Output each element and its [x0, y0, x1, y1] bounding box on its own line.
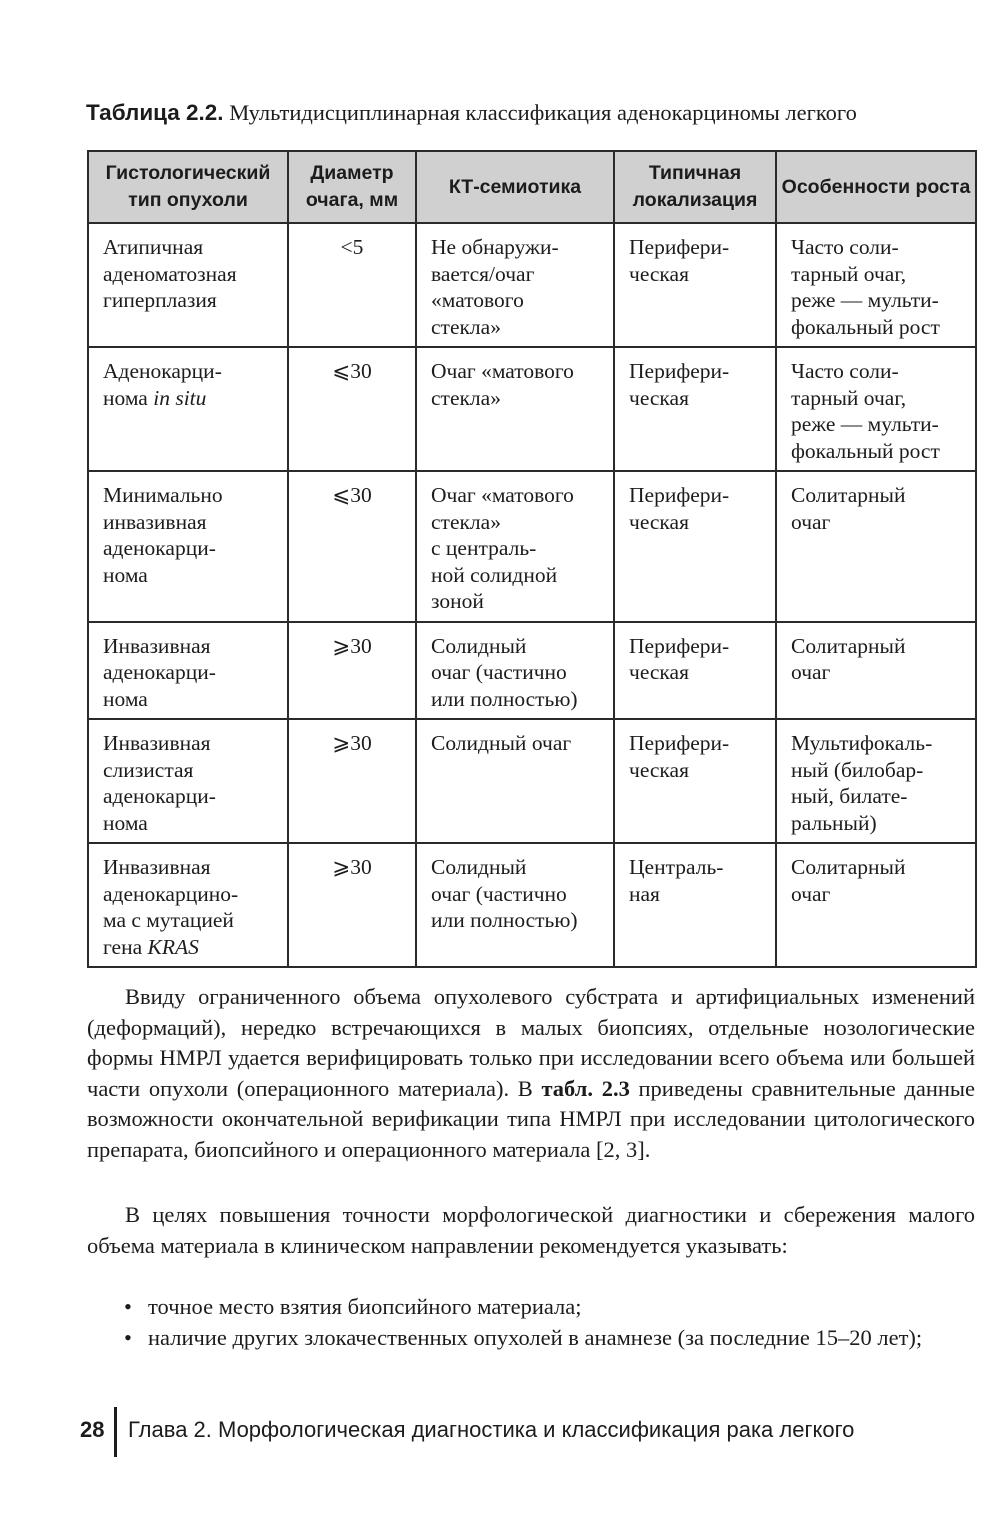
table-cell: Централь- ная — [614, 843, 776, 967]
table-cell: Солитарный очаг — [776, 622, 976, 720]
table-cell: ⩽30 — [288, 347, 416, 471]
column-header: Гистологический тип опухоли — [88, 151, 288, 223]
running-chapter-title: Глава 2. Морфологическая диагностика и классификация рака легкого — [128, 1417, 855, 1442]
table-row — [88, 843, 976, 967]
table-label: Таблица 2.2. — [86, 100, 224, 125]
table-cell: Инвазивная аденокарцино- ма с мутацией гена KRAS — [88, 843, 288, 967]
column-header: Типичная локализация — [614, 151, 776, 223]
table-cell: ⩾30 — [288, 622, 416, 720]
table-cell: Солидный очаг (частично или полностью) — [416, 843, 614, 967]
paragraph-text: приведены сравнительные данные возможности окончательной верификации типа НМРЛ при исследовании цитологического препарата, биопсийного и операционного материала [2, 3]. — [87, 1075, 976, 1162]
table-cell: Солидный очаг — [416, 719, 614, 843]
table-row — [88, 719, 976, 843]
table-cell: Аденокарци- нома in situ — [88, 347, 288, 471]
table-cell: Перифери- ческая — [614, 223, 776, 347]
table-cell: Инвазивная аденокарци- нома — [88, 622, 288, 720]
body-paragraph — [87, 982, 975, 1165]
table-row — [88, 223, 976, 347]
page-number: 28 — [80, 1417, 105, 1442]
table-cell: ⩾30 — [288, 719, 416, 843]
paragraph-text: Ввиду ограниченного объема опухолевого субстрата и артифициальных изменений (деформаций), нередко встречающихся в малых биопсиях, отдельные нозологические формы НМРЛ удается верифицировать только при исследовании всего объема или большей части опухоли (операционного материала). В — [87, 984, 975, 1101]
body-paragraph: В целях повышения точности морфологической диагностики и сбережения малого объема материала в клиническом направлении рекомендуется указывать: — [87, 1202, 975, 1258]
table-cell: Инвазивная слизистая аденокарци- нома — [88, 719, 288, 843]
table-row — [88, 471, 976, 622]
table-cell: <5 — [288, 223, 416, 347]
table-cell: Минимально инвазивная аденокарци- нома — [88, 471, 288, 622]
table-row — [88, 347, 976, 471]
table-cell: Перифери- ческая — [614, 347, 776, 471]
list-item — [124, 1323, 976, 1354]
bullet-icon: • — [124, 1294, 132, 1319]
table-header-row — [88, 151, 976, 223]
table-cell: Атипичная аденоматозная гиперплазия — [88, 223, 288, 347]
table-cell: Часто соли- тарный очаг, реже — мульти- фокальный рост — [776, 347, 976, 471]
list-item-text: точное место взятия биопсийного материала; — [148, 1294, 582, 1319]
bullet-icon: • — [124, 1325, 132, 1350]
column-header: Особенности роста — [776, 151, 976, 223]
column-header: КТ-семиотика — [416, 151, 614, 223]
table-cell: Перифери- ческая — [614, 719, 776, 843]
footer-divider — [114, 1407, 117, 1457]
table-cell: Очаг «матового стекла» — [416, 347, 614, 471]
table-cell: Солитарный очаг — [776, 843, 976, 967]
table-reference-link: табл. 2.3 — [541, 1075, 630, 1101]
table-cell: Не обнаружи- вается/очаг «матового стекла» — [416, 223, 614, 347]
table-cell: Мультифокаль- ный (билобар- ный, билате- ральный) — [776, 719, 976, 843]
table-title: Мультидисциплинарная классификация аденокарциномы легкого — [229, 100, 857, 125]
list-item-text: наличие других злокачественных опухолей в анамнезе (за последние 15–20 лет); — [148, 1325, 923, 1350]
table-cell: Солидный очаг (частично или полностью) — [416, 622, 614, 720]
table-caption — [86, 98, 986, 128]
table-cell: Часто соли- тарный очаг, реже — мульти- фокальный рост — [776, 223, 976, 347]
table-row — [88, 622, 976, 720]
page-footer — [80, 1407, 980, 1457]
table-cell: Солитарный очаг — [776, 471, 976, 622]
table-cell: Перифери- ческая — [614, 622, 776, 720]
table-cell: ⩾30 — [288, 843, 416, 967]
column-header: Диаметр очага, мм — [288, 151, 416, 223]
table-cell: ⩽30 — [288, 471, 416, 622]
list-item — [124, 1292, 976, 1323]
table-cell: Перифери- ческая — [614, 471, 776, 622]
table-cell: Очаг «матового стекла» с централь- ной солидной зоной — [416, 471, 614, 622]
classification-table — [87, 150, 977, 968]
